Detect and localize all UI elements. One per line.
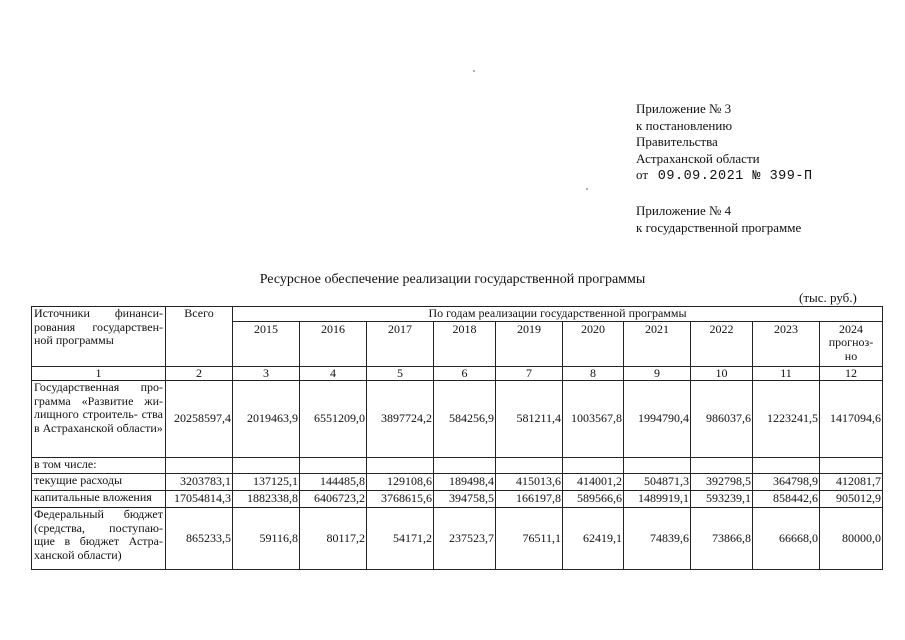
- header-year: 2015: [233, 321, 300, 366]
- value-cell: 62419,1: [563, 508, 624, 570]
- header-year: 2023: [753, 321, 820, 366]
- value-cell: 80000,0: [820, 508, 883, 570]
- value-cell: 414001,2: [563, 474, 624, 491]
- value-cell: 6551209,0: [300, 381, 367, 458]
- units-label: (тыс. руб.): [799, 290, 857, 305]
- value-cell: [753, 458, 820, 474]
- value-cell: 1417094,6: [820, 381, 883, 458]
- value-cell: 394758,5: [434, 491, 496, 508]
- date-prefix: от: [636, 167, 649, 182]
- value-cell: 905012,9: [820, 491, 883, 508]
- column-numbers-row: [32, 366, 883, 381]
- appendix-3-line: Астраханской области: [636, 150, 760, 166]
- value-cell: [434, 458, 496, 474]
- value-cell: 1489919,1: [624, 491, 691, 508]
- value-cell: 237523,7: [434, 508, 496, 570]
- value-cell: 1882338,8: [233, 491, 300, 508]
- value-cell: 73866,8: [691, 508, 753, 570]
- appendix-4-block: [636, 203, 801, 236]
- table-row: [32, 381, 883, 458]
- row-label: капитальные вложения: [32, 491, 166, 508]
- column-number: 7: [496, 366, 563, 381]
- header-year: 2022: [691, 321, 753, 366]
- value-cell: 504871,3: [624, 474, 691, 491]
- column-number: 4: [300, 366, 367, 381]
- appendix-4-line: к государственной программе: [636, 219, 802, 235]
- value-cell: 144485,8: [300, 474, 367, 491]
- table-row: [32, 474, 883, 491]
- row-label: текущие расходы: [32, 474, 166, 491]
- row-label: Государственная про- грамма «Развитие жи- лищного строитель- ства в Астраханской области»: [32, 381, 166, 458]
- resource-table: [31, 306, 883, 570]
- appendix-3-block: [636, 101, 813, 186]
- value-cell: 584256,9: [434, 381, 496, 458]
- column-number: 2: [166, 366, 233, 381]
- appendix-3-line: к постановлению: [636, 117, 733, 133]
- value-cell: 415013,6: [496, 474, 563, 491]
- value-cell: [496, 458, 563, 474]
- value-cell: 593239,1: [691, 491, 753, 508]
- table-row: [32, 491, 883, 508]
- value-cell: 129108,6: [367, 474, 434, 491]
- scan-speck: [586, 188, 588, 190]
- column-number: 11: [753, 366, 820, 381]
- value-cell: 1223241,5: [753, 381, 820, 458]
- value-cell: 3203783,1: [166, 474, 233, 491]
- value-cell: 3897724,2: [367, 381, 434, 458]
- header-by-years: По годам реализации государственной программы: [233, 307, 883, 322]
- scan-speck: [473, 70, 475, 72]
- header-sources: Источники финанси- рования государствен- ной программы: [32, 307, 166, 367]
- table-row: [32, 458, 883, 474]
- value-cell: 66668,0: [753, 508, 820, 570]
- column-number: 6: [434, 366, 496, 381]
- value-cell: 6406723,2: [300, 491, 367, 508]
- value-cell: 166197,8: [496, 491, 563, 508]
- value-cell: [820, 458, 883, 474]
- value-cell: 865233,5: [166, 508, 233, 570]
- appendix-4-line: Приложение № 4: [636, 203, 732, 218]
- value-cell: [166, 458, 233, 474]
- value-cell: 364798,9: [753, 474, 820, 491]
- value-cell: 189498,4: [434, 474, 496, 491]
- row-label: в том числе:: [32, 458, 166, 474]
- value-cell: 137125,1: [233, 474, 300, 491]
- resolution-date-number: 09.09.2021 № 399-П: [657, 169, 813, 184]
- value-cell: 20258597,4: [166, 381, 233, 458]
- column-number: 3: [233, 366, 300, 381]
- value-cell: 2019463,9: [233, 381, 300, 458]
- header-total: Всего: [166, 307, 233, 367]
- header-year-forecast: 2024 прогноз- но: [820, 321, 883, 366]
- value-cell: [624, 458, 691, 474]
- header-year: 2018: [434, 321, 496, 366]
- header-year: 2016: [300, 321, 367, 366]
- value-cell: 589566,6: [563, 491, 624, 508]
- header-row: [32, 307, 883, 322]
- value-cell: 80117,2: [300, 508, 367, 570]
- value-cell: 74839,6: [624, 508, 691, 570]
- value-cell: 1003567,8: [563, 381, 624, 458]
- column-number: 8: [563, 366, 624, 381]
- column-number: 12: [820, 366, 883, 381]
- column-number: 5: [367, 366, 434, 381]
- appendix-3-line: Приложение № 3: [636, 101, 732, 116]
- value-cell: [563, 458, 624, 474]
- header-year: 2017: [367, 321, 434, 366]
- value-cell: 3768615,6: [367, 491, 434, 508]
- column-number: 1: [32, 366, 166, 381]
- header-year: 2019: [496, 321, 563, 366]
- document-title: Ресурсное обеспечение реализации государственной программы: [259, 272, 646, 287]
- header-year: 2020: [563, 321, 624, 366]
- value-cell: 986037,6: [691, 381, 753, 458]
- value-cell: [300, 458, 367, 474]
- appendix-3-line: Правительства: [636, 134, 718, 149]
- column-number: 9: [624, 366, 691, 381]
- value-cell: [367, 458, 434, 474]
- row-label: Федеральный бюджет (средства, поступаю- щие в бюджет Астра- ханской области): [32, 508, 166, 570]
- resolution-date-line: [636, 167, 813, 186]
- value-cell: 392798,5: [691, 474, 753, 491]
- header-year: 2021: [624, 321, 691, 366]
- value-cell: 59116,8: [233, 508, 300, 570]
- value-cell: 54171,2: [367, 508, 434, 570]
- value-cell: [233, 458, 300, 474]
- column-number: 10: [691, 366, 753, 381]
- value-cell: [691, 458, 753, 474]
- table-row: [32, 508, 883, 570]
- value-cell: 581211,4: [496, 381, 563, 458]
- value-cell: 76511,1: [496, 508, 563, 570]
- value-cell: 858442,6: [753, 491, 820, 508]
- value-cell: 17054814,3: [166, 491, 233, 508]
- value-cell: 412081,7: [820, 474, 883, 491]
- value-cell: 1994790,4: [624, 381, 691, 458]
